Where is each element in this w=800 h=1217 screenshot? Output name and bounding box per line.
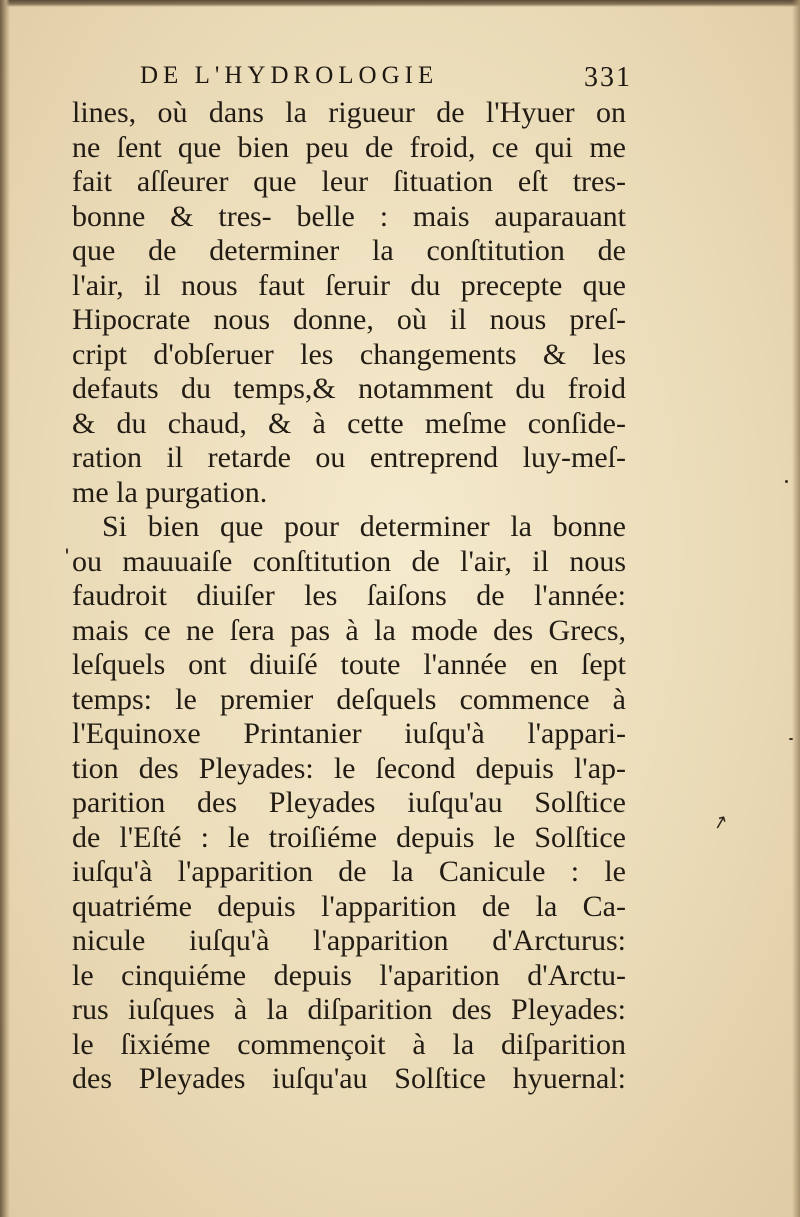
text-line: de l'Eſté : le troiſiéme depuis le Solſtice bbox=[72, 820, 626, 854]
margin-mark: ↗ bbox=[710, 810, 731, 835]
text-line: que de determiner la conſtitution de bbox=[72, 234, 626, 267]
page-top-edge bbox=[0, 0, 800, 7]
text-line: tion des Pleyades: le ſecond depuis l'ap- bbox=[72, 751, 626, 785]
text-line: faudroit diuiſer les ſaiſons de l'année: bbox=[72, 579, 626, 612]
running-title: DE L'HYDROLOGIE bbox=[140, 62, 439, 89]
text-line: cript d'obſeruer les changements & les bbox=[72, 337, 626, 371]
text-line: lines, où dans la rigueur de l'Hyuer on bbox=[72, 96, 626, 129]
text-line: parition des Pleyades iuſqu'au Solſtice bbox=[72, 786, 626, 819]
text-line: l'Equinoxe Printanier iuſqu'à l'appari- bbox=[72, 717, 626, 750]
text-line: rus iuſques à la diſparition des Pleyades: bbox=[72, 993, 626, 1026]
text-line: ration il retarde ou entreprend luy-meſ- bbox=[72, 441, 626, 474]
ink-speck bbox=[789, 738, 793, 740]
text-line: temps: le premier deſquels commence à bbox=[72, 682, 626, 716]
text-line: le cinquiéme depuis l'aparition d'Arctu- bbox=[72, 958, 626, 992]
ink-speck bbox=[66, 548, 68, 554]
text-line: & du chaud, & à cette meſme conſide- bbox=[72, 406, 626, 440]
text-line: leſquels ont diuiſé toute l'année en ſept bbox=[72, 648, 626, 681]
text-line: le ſixiéme commençoit à la diſparition bbox=[72, 1027, 626, 1061]
text-line: fait aſſeurer que leur ſituation eſt tres- bbox=[72, 165, 626, 198]
page-right-edge bbox=[792, 0, 800, 1217]
ink-speck bbox=[785, 480, 788, 483]
body-text bbox=[72, 96, 626, 1097]
text-line: ou mauuaiſe conſtitution de l'air, il nous bbox=[72, 544, 626, 578]
text-line: bonne & tres- belle : mais auparauant bbox=[72, 199, 626, 233]
text-line: defauts du temps,& notamment du froid bbox=[72, 372, 626, 405]
text-line: Si bien que pour determiner la bonne bbox=[102, 510, 626, 543]
text-line: nicule iuſqu'à l'apparition d'Arcturus: bbox=[72, 924, 626, 957]
text-line: des Pleyades iuſqu'au Solſtice hyuernal: bbox=[72, 1062, 626, 1095]
text-line: me la purgation. bbox=[72, 475, 268, 509]
text-line: mais ce ne ſera pas à la mode des Grecs, bbox=[72, 613, 626, 647]
text-line: Hipocrate nous donne, où il nous preſ- bbox=[72, 303, 626, 336]
text-line: l'air, il nous faut ſeruir du precepte que bbox=[72, 268, 626, 302]
text-line: quatriéme depuis l'apparition de la Ca- bbox=[72, 889, 626, 923]
text-line: ne ſent que bien peu de froid, ce qui me bbox=[72, 130, 626, 164]
running-header bbox=[140, 62, 632, 98]
text-line: iuſqu'à l'apparition de la Canicule : le bbox=[72, 855, 626, 888]
page-binding-edge bbox=[0, 0, 10, 1217]
page-number: 331 bbox=[584, 62, 632, 93]
